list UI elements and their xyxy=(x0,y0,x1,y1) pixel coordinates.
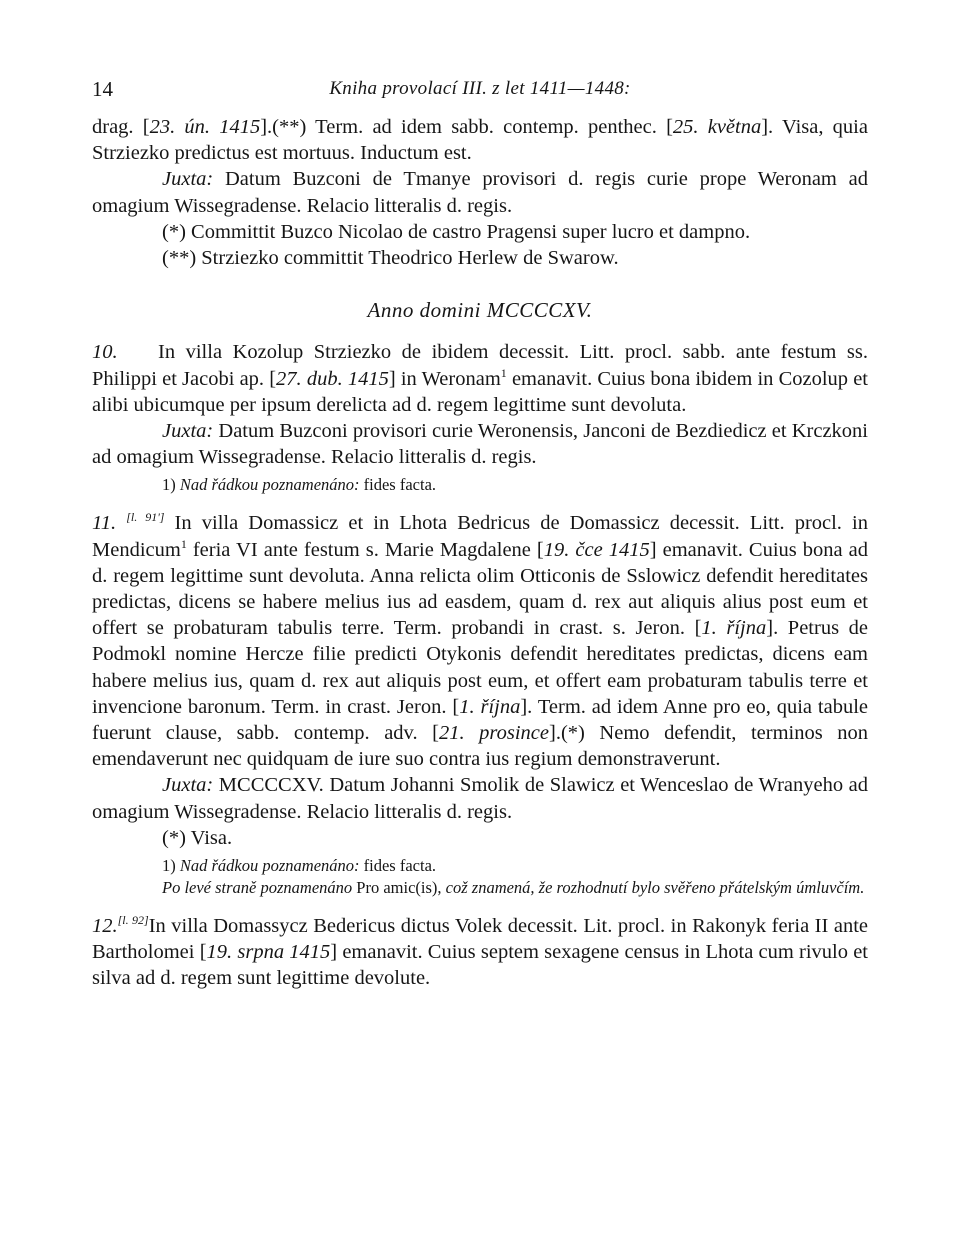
juxta-paragraph: Juxta: Datum Buzconi provisori curie Weronensis, Janconi de Bezdiedicz et Krczkoni ad omagium Wissegradense. Relacio litteralis d. regis. xyxy=(92,420,868,469)
year-heading: Anno domini MCCCCXV. xyxy=(367,298,593,323)
note-star: (*) Visa. xyxy=(162,826,233,849)
entry-10: 10. In villa Kozolup Strziezko de ibidem decessit. Litt. procl. sabb. ante festum ss. Philippi et Jacobi ap. [27. dub. 1415] in Weronam$^1$ emanavit. Cuius bona ibidem in Cozolup et alibi ubicumque per ipsum derelicta ad d. regem legittime sunt devoluta. xyxy=(92,341,868,416)
editorial-note: Po levé straně poznamenáno Pro amic(is), což znamená, že rozhodnutí bylo svěřeno přátelským úmluvčím. xyxy=(162,878,865,898)
juxta-paragraph: Juxta: MCCCCXV. Datum Johanni Smolik de Slawicz et Wenceslao de Wranyeho ad omagium Wissegradense. Relacio litteralis d. regis. xyxy=(92,774,868,823)
footnote: 1) Nad řádkou poznamenáno: fides facta. xyxy=(162,856,437,876)
entry-12: 12.[l. 92]In villa Domassycz Bedericus dictus Volek decessit. Lit. procl. in Rakonyk feria II ante Bartholomei [19. srpna 1415] emanavit. Cuius septem sexagene census in Lhota cum rivulo et silva ad d. regem sunt legittime devolute. xyxy=(92,913,869,990)
folio-mark: [l. 91'] xyxy=(126,510,165,525)
juxta-paragraph: Juxta: Datum Buzconi de Tmanye provisori d. regis curie prope Weronam ad omagium Wissegradense. Relacio litteralis d. regis. xyxy=(92,168,868,217)
footnote: 1) Nad řádkou poznamenáno: fides facta. xyxy=(162,475,437,495)
entry-11: 11. [l. 91'] In villa Domassicz et in Lhota Bedricus de Domassicz decessit. Litt. procl. in Mendicum$^1$ feria VI ante festum s. Marie Magdalene [19. čce 1415] emanavit. Cuius bona ad d. regem legittime sunt devoluta. Anna relicta olim Otticonis de Sslowicz defendit hereditates predictas, dicens se habere melius ius ad easdem, quam d. rex aut aliquis alius post eum et offert se probaturam tabulis terre. Term. probandi in crast. s. Jeron. [1. října]. Petrus de Podmokl nomine Hercze filie predicti Otykonis defendit hereditates predictas, dicens eam habere melius ius, quam d. rex aut aliquis post eum, et offert eam probaturam tabulis terre et invencione baronum. Term. in crast. Jeron. [1. října]. Term. ad idem Anne pro eo, quia tabule fuerunt clause, sabb. contemp. adv. [21. prosince].(*) Nemo defendit, terminos non emendaverunt nec quidquam de iure suo contra ius regium demonstraverunt. xyxy=(92,510,869,771)
footnote-ref: 1 xyxy=(180,536,187,551)
note-double-star: (**) Strziezko committit Theodrico Herlew de Swarow. xyxy=(162,247,619,270)
running-title: Kniha provolací III. z let 1411—1448: xyxy=(329,78,631,99)
running-head xyxy=(92,70,868,100)
entry-number: 12. xyxy=(92,915,118,938)
page-number: 14 xyxy=(92,77,113,101)
continuation-paragraph: drag. [23. ún. 1415].(**) Term. ad idem sabb. contemp. penthec. [25. května]. Visa, quia Strziezko predictus est mortuus. Inductum est. xyxy=(92,116,868,165)
footnote-ref: 1 xyxy=(500,365,507,380)
entry-number: 11. xyxy=(92,512,117,535)
note-star: (*) Committit Buzco Nicolao de castro Pragensi super lucro et dampno. xyxy=(162,220,751,243)
folio-mark: [l. 92] xyxy=(117,913,149,928)
entry-number: 10. xyxy=(92,341,118,364)
